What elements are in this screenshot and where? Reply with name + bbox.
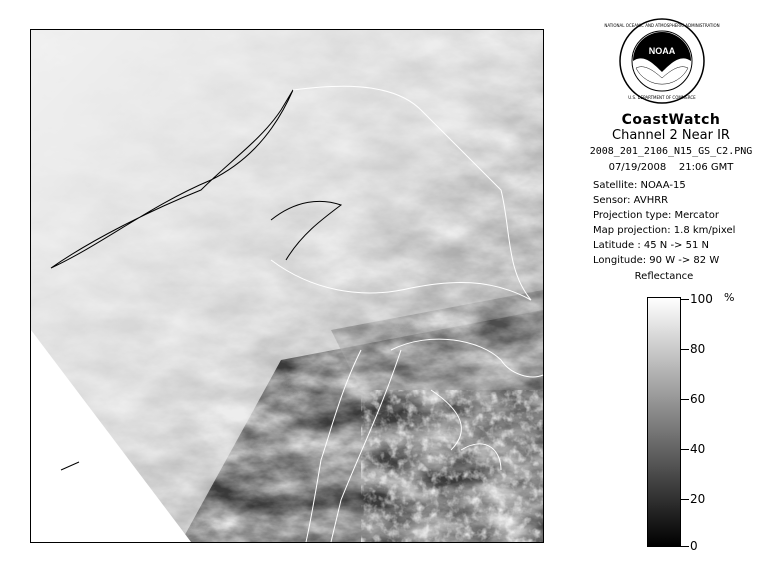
colorbar-tick bbox=[681, 299, 689, 300]
cloud-speckle bbox=[361, 390, 543, 542]
latitude-label: Latitude : 45 N -> 51 N bbox=[593, 240, 709, 251]
app-title: CoastWatch bbox=[621, 112, 721, 128]
colorbar-tick bbox=[681, 449, 689, 450]
satellite-map-svg bbox=[31, 30, 543, 542]
filename-label: 2008_201_2106_N15_GS_C2.PNG bbox=[589, 146, 753, 157]
colorbar-tick bbox=[681, 399, 689, 400]
satellite-label: Satellite: NOAA-15 bbox=[593, 180, 686, 191]
logo-ring-top: NATIONAL OCEANIC AND ATMOSPHERIC ADMINISTRATION bbox=[604, 23, 720, 28]
map-projection-label: Map projection: 1.8 km/pixel bbox=[593, 225, 736, 236]
colorbar-unit: % bbox=[724, 291, 735, 304]
colorbar-tick-label: 60 bbox=[690, 392, 706, 406]
satellite-image bbox=[30, 29, 544, 543]
colorbar bbox=[647, 297, 681, 547]
noaa-logo bbox=[604, 18, 720, 104]
colorbar-title: Reflectance bbox=[634, 271, 694, 282]
sensor-label: Sensor: AVHRR bbox=[593, 195, 669, 206]
logo-ring-bottom: U.S. DEPARTMENT OF COMMERCE bbox=[628, 95, 696, 100]
channel-label: Channel 2 Near IR bbox=[612, 128, 730, 143]
datetime-label: 07/19/2008 21:06 GMT bbox=[608, 162, 734, 173]
colorbar-tick-label: 80 bbox=[690, 342, 706, 356]
colorbar-tick-label: 40 bbox=[690, 442, 706, 456]
colorbar-tick bbox=[681, 499, 689, 500]
colorbar-tick-label: 0 bbox=[690, 539, 698, 553]
logo-text: NOAA bbox=[648, 46, 676, 56]
colorbar-tick-label: 100 bbox=[690, 292, 713, 306]
colorbar-tick bbox=[681, 349, 689, 350]
colorbar-tick-label: 20 bbox=[690, 492, 706, 506]
colorbar-tick bbox=[681, 546, 689, 547]
projection-type-label: Projection type: Mercator bbox=[593, 210, 719, 221]
longitude-label: Longitude: 90 W -> 82 W bbox=[593, 255, 720, 266]
